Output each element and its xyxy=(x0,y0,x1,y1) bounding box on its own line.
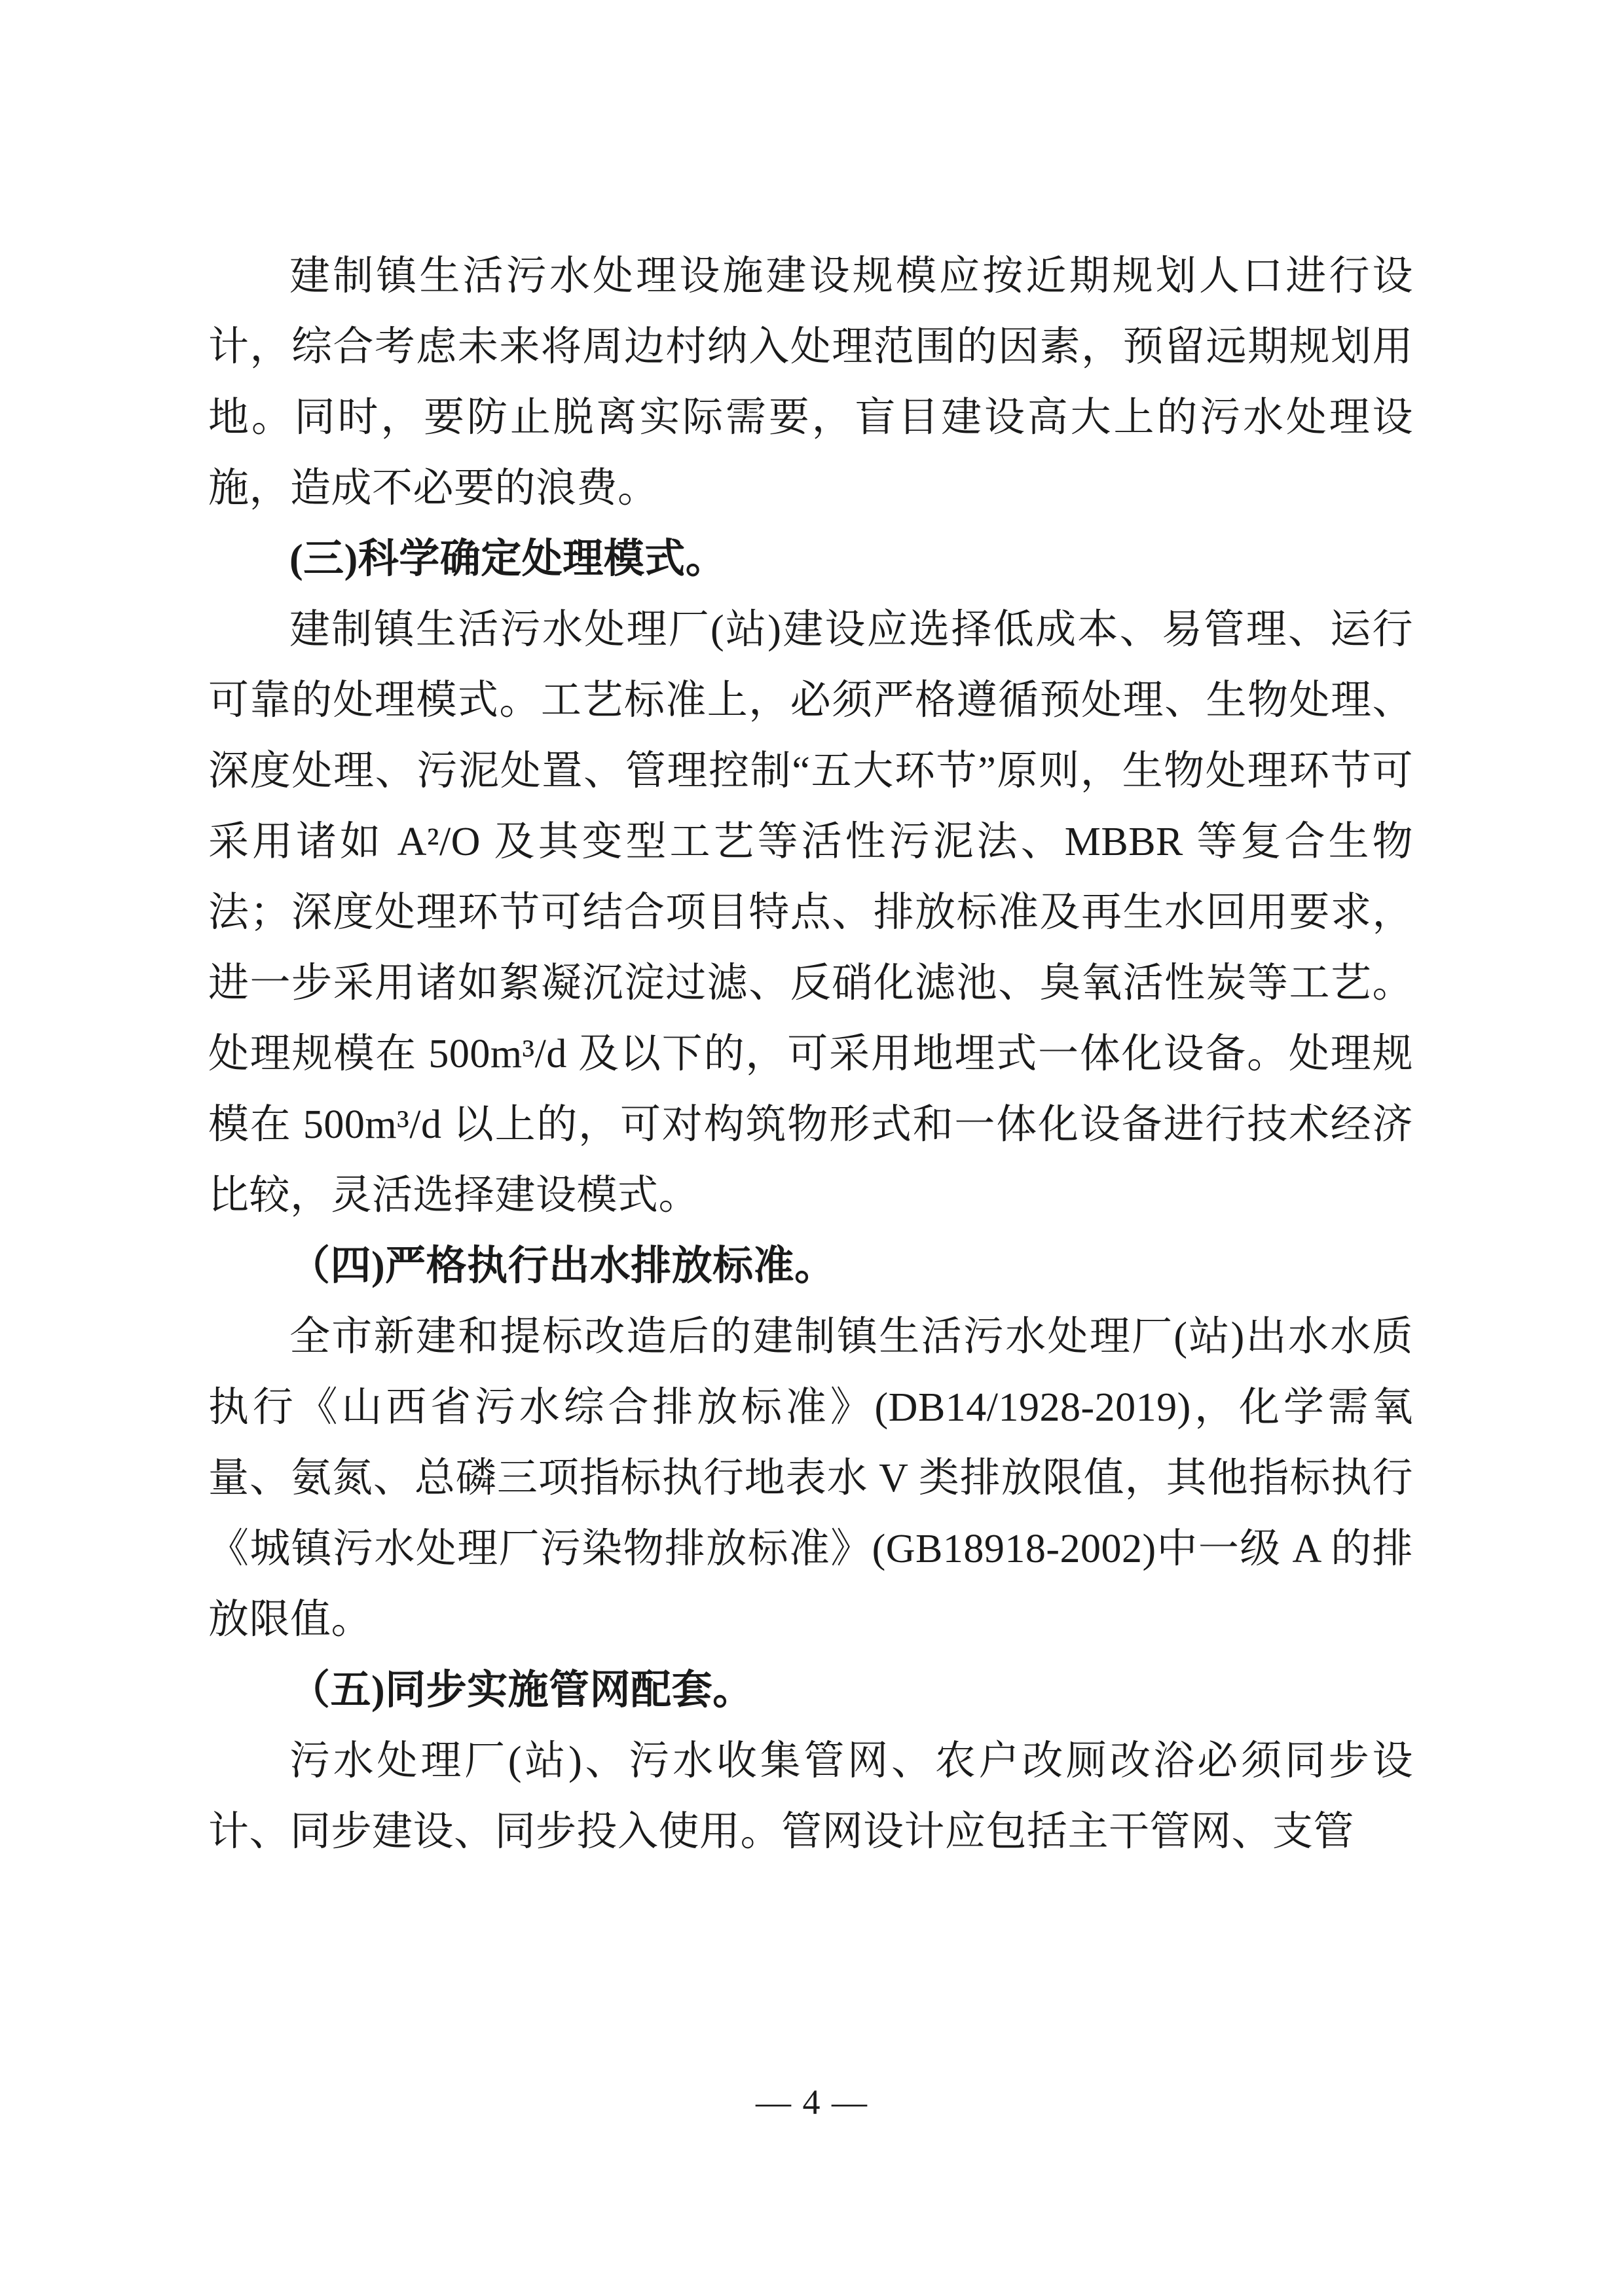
paragraph-1: 建制镇生活污水处理设施建设规模应按近期规划人口进行设计，综合考虑未来将周边村纳入处理范围的因素，预留远期规划用地。同时，要防止脱离实际需要，盲目建设高大上的污水处理设施，造成不必要的浪费。 xyxy=(208,254,1413,511)
section-heading-4: （四)严格执行出水排放标准。 xyxy=(289,1244,836,1288)
section-heading-5: （五)同步实施管网配套。 xyxy=(289,1668,754,1713)
document-body xyxy=(208,241,1413,1867)
paragraph-3: 全市新建和提标改造后的建制镇生活污水处理厂(站)出水水质执行《山西省污水综合排放标准》(DB14/1928-2019)，化学需氧量、氨氮、总磷三项指标执行地表水 V 类排放限值，其他指标执行《城镇污水处理厂污染物排放标准》(GB18918-2002)中一级 A 的排放限值。 xyxy=(208,1315,1413,1642)
page-number: — 4 — xyxy=(756,2083,868,2122)
paragraph-2: 建制镇生活污水处理厂(站)建设应选择低成本、易管理、运行可靠的处理模式。工艺标准上，必须严格遵循预处理、生物处理、深度处理、污泥处置、管理控制“五大环节”原则，生物处理环节可采用诸如 A²/O 及其变型工艺等活性污泥法、MBBR 等复合生物法；深度处理环节可结合项目特点、排放标准及再生水回用要求，进一步采用诸如絮凝沉淀过滤、反硝化滤池、臭氧活性炭等工艺。处理规模在 500m³/d 及以下的，可采用地埋式一体化设备。处理规模在 500m³/d 以上的，可对构筑物形式和一体化设备进行技术经济比较，灵活选择建设模式。 xyxy=(208,608,1413,1218)
section-heading-3: (三)科学确定处理模式。 xyxy=(289,537,727,581)
page-footer xyxy=(0,2082,1624,2123)
paragraph-4: 污水处理厂(站)、污水收集管网、农户改厕改浴必须同步设计、同步建设、同步投入使用。管网设计应包括主干管网、支管 xyxy=(208,1739,1413,1854)
